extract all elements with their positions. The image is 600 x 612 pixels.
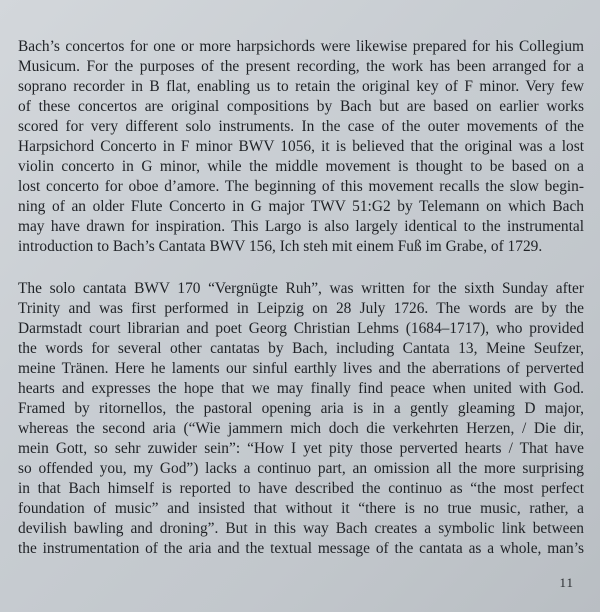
page-number: 11 [559, 575, 574, 590]
text-line: Musicum. For the purposes of the present recording, the work has been arranged for a [18, 58, 584, 75]
text-line: in that Bach himself is reported to have described the continuo as “the most perfect [18, 480, 584, 497]
text-line: Framed by ritornellos, the pastoral opening aria is in a gently gleaming D major, [18, 400, 584, 417]
text-line: the words for several other cantatas by Bach, including Cantata 13, Meine Seufzer, [18, 340, 584, 357]
paragraph-concertos [18, 37, 584, 257]
text-line: Darmstadt court librarian and poet Georg Christian Lehms (1684–1717), who provided [18, 320, 584, 337]
text-line: hearts and expresses the hope that we may finally find peace when united with God. [18, 380, 584, 397]
text-line: foundation of music” and insisted that without it “there is no true music, rather, a [18, 500, 584, 517]
text-line: violin concerto in G minor, while the middle movement is thought to be based on a [18, 158, 584, 175]
text-line: may have drawn for inspiration. This Largo is also largely identical to the instrumental [18, 218, 584, 235]
text-line: meine Tränen. Here he laments our sinful earthly lives and the aberrations of perverted [18, 360, 584, 377]
text-line: so offended you, my God”) lacks a continuo part, an omission all the more surprising [18, 460, 584, 477]
text-line: devilish bawling and droning”. But in this way Bach creates a symbolic link between [18, 520, 584, 537]
text-line: the instrumentation of the aria and the textual message of the cantata as a whole, man’s [18, 540, 584, 557]
text-line: of these concertos are original compositions by Bach but are based on earlier works [18, 98, 584, 115]
text-line: Harpsichord Concerto in F minor BWV 1056, it is believed that the original was a lost [18, 138, 584, 155]
text-line: Bach’s concertos for one or more harpsichords were likewise prepared for his Collegium [18, 38, 584, 55]
text-line: ning of an older Flute Concerto in G major TWV 51:G2 by Telemann on which Bach [18, 198, 584, 215]
paragraph-cantata [18, 279, 584, 559]
text-line: The solo cantata BWV 170 “Vergnügte Ruh”, was written for the sixth Sunday after [18, 280, 584, 297]
text-line: mein Gott, so sehr zuwider sein”: “How I yet pity those perverted hearts / That have [18, 440, 584, 457]
text-line: scored for very different solo instruments. In the case of the outer movements of the [18, 118, 584, 135]
text-line: soprano recorder in B flat, enabling us to retain the original key of F minor. Very few [18, 78, 584, 95]
text-line: whereas the second aria (“Wie jammern mich doch die verkehrten Herzen, / Die dir, [18, 420, 584, 437]
text-line: introduction to Bach’s Cantata BWV 156, Ich steh mit einem Fuß im Grabe, of 1729. [18, 238, 543, 255]
text-line: lost concerto for oboe d’amore. The beginning of this movement recalls the slow begin- [18, 178, 584, 195]
text-line: Trinity and was first performed in Leipzig on 28 July 1726. The words are by the [18, 300, 584, 317]
